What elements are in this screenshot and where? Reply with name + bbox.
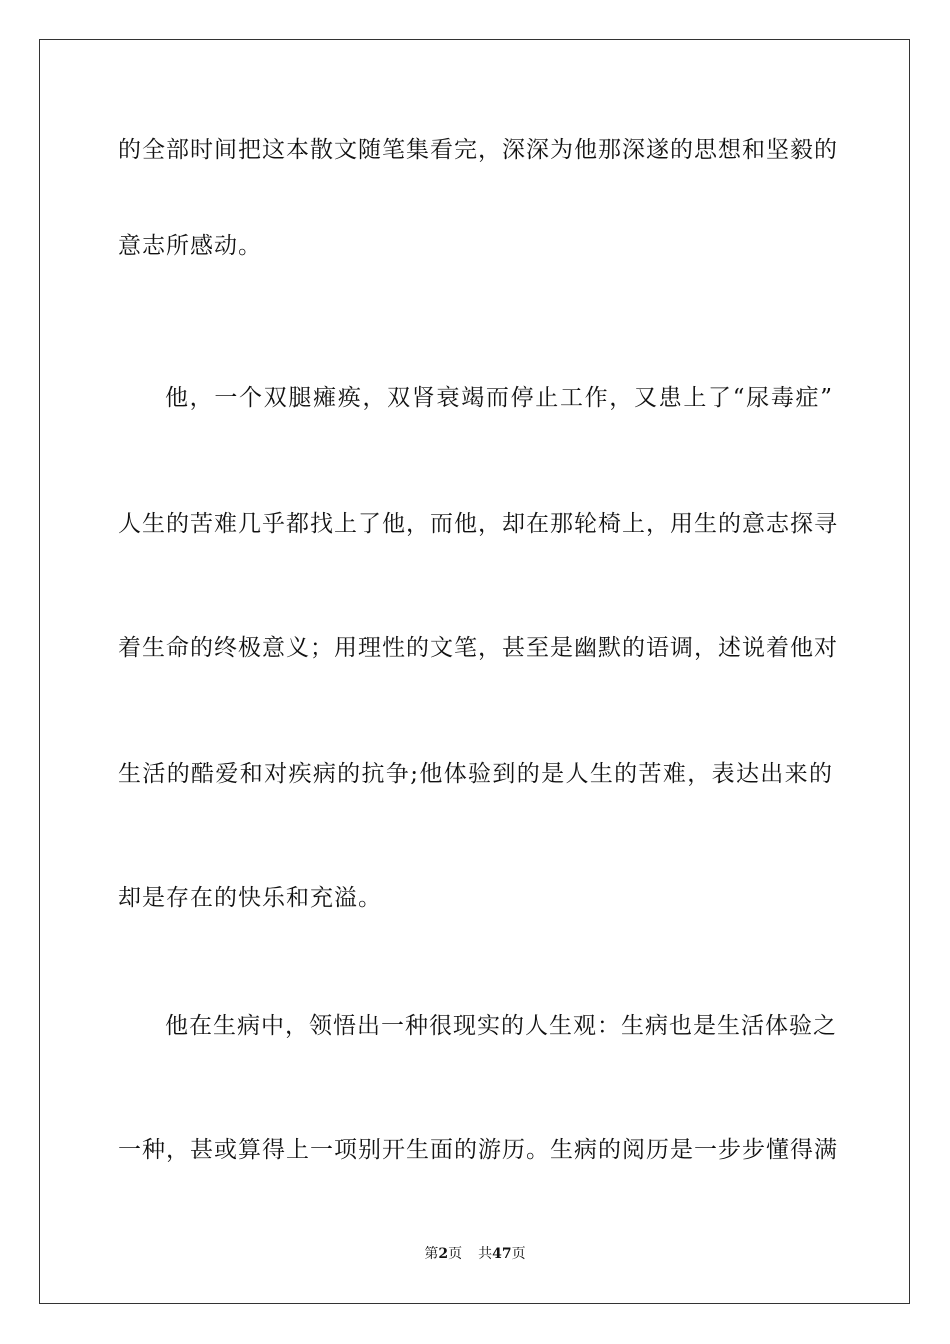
page-current: 2 <box>438 1246 449 1262</box>
paragraph-line-3: 他，一个双腿瘫痪，双肾衰竭而停止工作，又患上了“尿毒症” <box>165 385 833 411</box>
paragraph-line-9: 一种，甚或算得上一项别开生面的游历。生病的阅历是一步步懂得满 <box>118 1137 838 1163</box>
page-footer <box>0 1244 950 1264</box>
total-prefix: 共 <box>478 1246 493 1262</box>
paragraph-line-4: 人生的苦难几乎都找上了他，而他，却在那轮椅上，用生的意志探寻 <box>118 511 838 537</box>
page-frame <box>39 39 910 1304</box>
total-suffix: 页 <box>511 1246 526 1262</box>
paragraph-line-5: 着生命的终极意义；用理性的文笔，甚至是幽默的语调，述说着他对 <box>118 635 838 661</box>
paragraph-line-2: 意志所感动。 <box>118 233 262 259</box>
paragraph-line-1: 的全部时间把这本散文随笔集看完，深深为他那深遂的思想和坚毅的 <box>118 137 838 163</box>
paragraph-line-7: 却是存在的快乐和充溢。 <box>118 885 382 911</box>
paragraph-line-6: 生活的酷爱和对疾病的抗争;他体验到的是人生的苦难，表达出来的 <box>118 761 833 787</box>
page-total: 47 <box>492 1246 512 1262</box>
paragraph-line-8: 他在生病中，领悟出一种很现实的人生观：生病也是生活体验之 <box>165 1013 837 1039</box>
page-prefix: 第 <box>424 1246 439 1262</box>
page-suffix: 页 <box>448 1246 463 1262</box>
